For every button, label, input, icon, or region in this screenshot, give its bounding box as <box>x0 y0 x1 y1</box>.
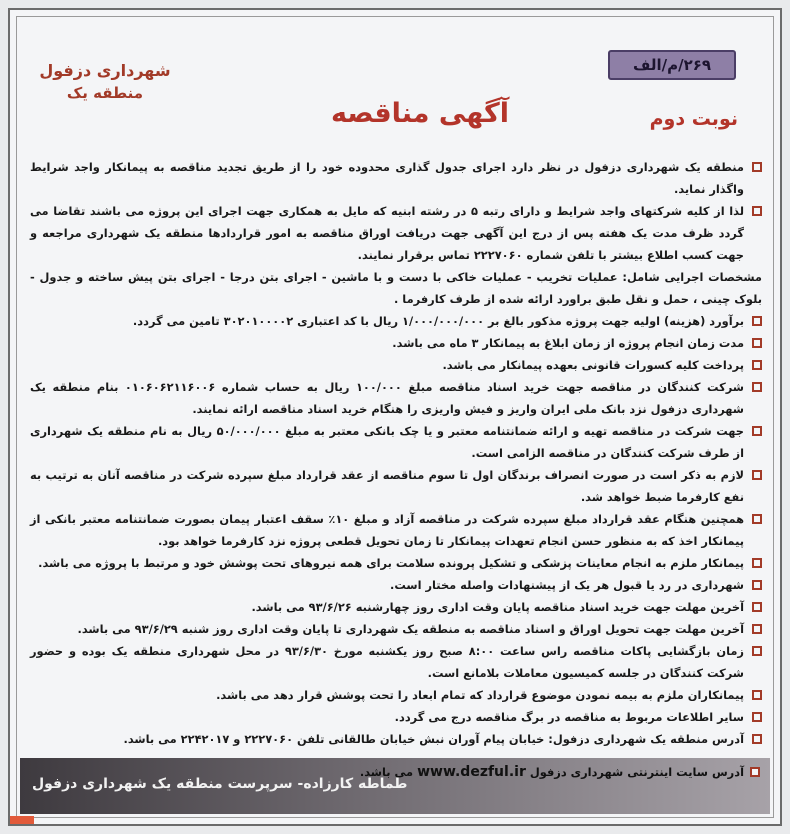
logo-line-1: شهرداری دزفول <box>39 61 171 80</box>
notice-item-text: مدت زمان انجام پروژه از زمان ابلاغ به پیمانکار ۳ ماه می باشد. <box>392 336 744 350</box>
notice-footer <box>20 758 770 814</box>
notice-body <box>30 156 762 750</box>
notice-item <box>30 354 762 376</box>
notice-item-text: لذا از کلیه شرکتهای واجد شرایط و دارای رتبه ۵ در رشته ابنیه که مایل به همکاری جهت اجرای این پروژه می باشند تقاضا می گردد ظرف مدت یک هفته پس از درج این آگهی جهت دریافت اوراق مناقصه به امور قراردادها منطقه یک شهرداری مراجعه و جهت کسب اطلاع بیشتر با تلفن شماره ۲۲۲۷۰۶۰ تماس برقرار نمایند. <box>30 204 744 262</box>
notice-code-badge: ۲۶۹/م/الف <box>608 50 736 80</box>
checkbox-marker-icon <box>752 646 762 656</box>
checkbox-marker-icon <box>752 470 762 480</box>
notice-title: آگهی مناقصه <box>330 98 510 129</box>
notice-item <box>30 618 762 640</box>
notice-item-text: پرداخت کلیه کسورات قانونی بعهده پیمانکار می باشد. <box>442 358 744 372</box>
notice-item <box>30 310 762 332</box>
website-prefix: آدرس سایت اینترنتی شهرداری دزفول <box>529 765 744 779</box>
checkbox-marker-icon <box>752 514 762 524</box>
checkbox-marker-icon <box>752 316 762 326</box>
municipality-logo <box>30 60 180 128</box>
notice-item-text: شهرداری در رد یا قبول هر یک از پیشنهادات واصله مختار است. <box>390 578 744 592</box>
notice-item <box>30 596 762 618</box>
checkbox-marker-icon <box>752 602 762 612</box>
notice-item <box>30 464 762 508</box>
notice-round: نوبت دوم <box>649 108 738 130</box>
logo-line-2: منطقه یک <box>66 84 144 102</box>
notice-item-text: آدرس منطقه یک شهرداری دزفول: خیابان پیام آوران نبش خیابان طالقانی تلفن ۲۲۲۷۰۶۰ و ۲۲۴۲۰۱۷ می باشد. <box>123 732 744 746</box>
notice-item <box>30 684 762 706</box>
notice-item-text: پیمانکار ملزم به انجام معاینات پزشکی و تشکیل پرونده سلامت برای همه نیروهای تحت پوشش خود و مرتبط با پروژه می باشد. <box>38 556 744 570</box>
checkbox-marker-icon <box>752 690 762 700</box>
signature: طماطه کارزاده- سرپرست منطقه یک شهرداری دزفول <box>32 776 408 792</box>
checkbox-marker-icon <box>752 426 762 436</box>
notice-item <box>30 552 762 574</box>
notice-item <box>30 640 762 684</box>
notice-item-text: شرکت کنندگان در مناقصه جهت خرید اسناد مناقصه مبلغ ۱۰۰/۰۰۰ ریال به حساب شماره ۰۱۰۶۰۶۲۱۱۶۰۰۶ بنام منطقه یک شهرداری دزفول نزد بانک ملی ایران واریز و فیش واریزی را هنگام خرید اسناد مناقصه ارائه نمایند. <box>30 380 744 416</box>
notice-item-text: لازم به ذکر است در صورت انصراف برندگان اول تا سوم مناقصه از عقد قرارداد مبلغ سپرده شرکت در مناقصه آنان به ترتیب به نفع کارفرما ضبط خواهد شد. <box>30 468 744 504</box>
notice-item <box>30 420 762 464</box>
notice-item-text: منطقه یک شهرداری دزفول در نظر دارد اجرای جدول گذاری محدوده خود را از طریق تجدید مناقصه به پیمانکار واجد شرایط واگذار نماید. <box>30 160 744 196</box>
corner-mark <box>10 816 34 824</box>
website-suffix: می باشد. <box>359 765 414 779</box>
notice-item <box>30 508 762 552</box>
notice-item <box>30 706 762 728</box>
notice-item-text: پیمانکاران ملزم به بیمه نمودن موضوع قرارداد که تمام ابعاد را تحت پوشش قرار دهد می باشد. <box>216 688 744 702</box>
notice-item <box>30 156 762 200</box>
checkbox-marker-icon <box>752 206 762 216</box>
notice-item <box>30 200 762 266</box>
checkbox-marker-icon <box>752 624 762 634</box>
checkbox-marker-icon <box>752 360 762 370</box>
checkbox-marker-icon <box>752 712 762 722</box>
notice-item-text: آخرین مهلت جهت تحویل اوراق و اسناد مناقصه به منطقه یک شهرداری تا پایان وقت اداری روز شنبه ۹۳/۶/۲۹ می باشد. <box>77 622 744 636</box>
website-line <box>360 764 760 780</box>
notice-item-text: همچنین هنگام عقد قرارداد مبلغ سپرده شرکت در مناقصه آزاد و مبلغ ۱۰٪ سقف اعتبار پیمان بصورت ضمانتنامه معتبر بانکی از پیمانکار اخذ که به منظور حسن انجام تعهدات پیمانکار تا زمان تحویل قطعی پروژه نزد کارفرما خواهد بود. <box>30 512 744 548</box>
notice-item <box>30 332 762 354</box>
notice-item-text: برآورد (هزینه) اولیه جهت پروژه مذکور بالغ بر ۱/۰۰۰/۰۰۰/۰۰۰ ریال با کد اعتباری ۳۰۲۰۱۰۰۰۰۲ تامین می گردد. <box>132 314 744 328</box>
notice-item-text: مشخصات اجرایی شامل: عملیات تخریب - عملیات خاکی با دست و با ماشین - اجرای بتن درجا - اجرای بتن پیش ساخته و جدول - بلوک چینی ، حمل و نقل طبق براورد ارائه شده از طرف کارفرما . <box>30 270 762 306</box>
checkbox-marker-icon <box>752 338 762 348</box>
checkbox-marker-icon <box>752 734 762 744</box>
notice-item-text: جهت شرکت در مناقصه تهیه و ارائه ضمانتنامه معتبر و یا چک بانکی معتبر به مبلغ ۵۰/۰۰۰/۰۰۰ ریال به نام منطقه یک شهرداری از طرف شرکت کنندگان در مناقصه الزامی است. <box>30 424 744 460</box>
notice-item <box>30 376 762 420</box>
checkbox-marker-icon <box>752 162 762 172</box>
notice-paper <box>8 8 782 826</box>
notice-item-text: سایر اطلاعات مربوط به مناقصه در برگ مناقصه درج می گردد. <box>394 710 744 724</box>
notice-item <box>30 266 762 310</box>
notice-item-text: آخرین مهلت جهت خرید اسناد مناقصه پایان وقت اداری روز چهارشنبه ۹۳/۶/۲۶ می باشد. <box>251 600 744 614</box>
notice-item-text: زمان بازگشایی پاکات مناقصه راس ساعت ۸:۰۰ صبح روز یکشنبه مورخ ۹۳/۶/۳۰ در محل شهرداری منطقه یک بوده و حضور شرکت کنندگان در جلسه کمیسیون معاملات بلامانع است. <box>30 644 744 680</box>
checkbox-marker-icon <box>750 767 760 777</box>
checkbox-marker-icon <box>752 580 762 590</box>
checkbox-marker-icon <box>752 382 762 392</box>
checkbox-marker-icon <box>752 558 762 568</box>
notice-item <box>30 574 762 596</box>
website-link[interactable]: www.dezful.ir <box>417 764 526 780</box>
notice-item <box>30 728 762 750</box>
